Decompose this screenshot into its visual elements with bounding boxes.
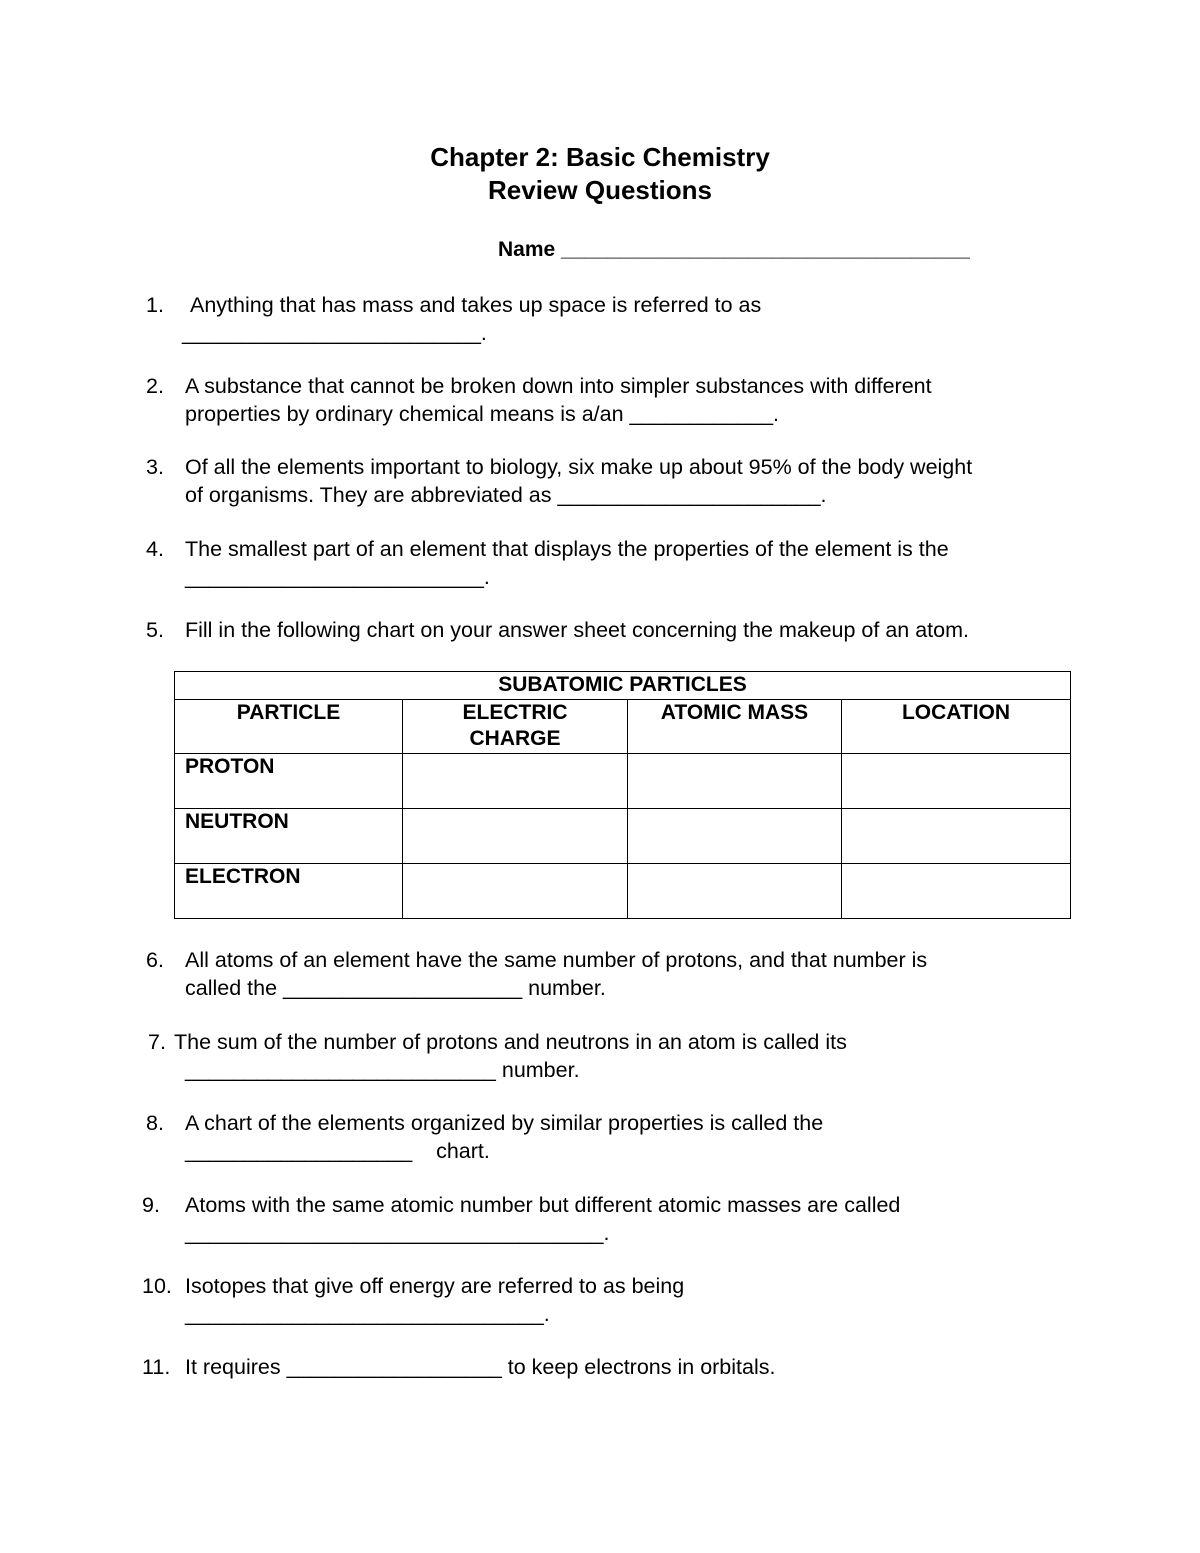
table-row xyxy=(175,864,1071,919)
column-header-particle: PARTICLE xyxy=(175,700,403,754)
column-header-electric-charge: ELECTRIC CHARGE xyxy=(403,700,628,754)
question-text: of organisms. They are abbreviated as ______________________. xyxy=(185,483,827,507)
question-text: Atoms with the same atomic number but different atomic masses are called xyxy=(185,1193,901,1217)
question-number: 1. xyxy=(146,293,164,317)
question-text: properties by ordinary chemical means is a/an ____________. xyxy=(185,402,780,426)
answer-blank: ___________________________________. xyxy=(185,1221,610,1245)
table-caption: SUBATOMIC PARTICLES xyxy=(175,672,1071,700)
particle-name-cell: NEUTRON xyxy=(175,809,403,864)
question-number: 6. xyxy=(146,948,164,972)
particle-name-cell: ELECTRON xyxy=(175,864,403,919)
column-header-location: LOCATION xyxy=(842,700,1071,754)
answer-cell xyxy=(842,864,1071,919)
answer-blank: ______________________________. xyxy=(185,1302,550,1326)
question-text: __________________________ number. xyxy=(185,1058,580,1082)
answer-cell xyxy=(628,754,842,809)
answer-cell xyxy=(628,864,842,919)
table-row xyxy=(175,754,1071,809)
page-subtitle: Review Questions xyxy=(488,175,712,205)
answer-cell xyxy=(842,754,1071,809)
particle-name-cell: PROTON xyxy=(175,754,403,809)
question-text: The smallest part of an element that displays the properties of the element is the xyxy=(185,537,949,561)
question-text: A chart of the elements organized by similar properties is called the xyxy=(185,1111,824,1135)
question-text: All atoms of an element have the same number of protons, and that number is xyxy=(185,948,928,972)
question-number: 7. xyxy=(148,1030,166,1054)
name-field-label: Name ___________________________________ xyxy=(498,238,970,261)
answer-blank: _________________________. xyxy=(185,565,490,589)
question-number: 10. xyxy=(142,1274,172,1298)
question-text: called the ____________________ number. xyxy=(185,976,606,1000)
question-number: 11. xyxy=(142,1355,171,1379)
page-title: Chapter 2: Basic Chemistry xyxy=(430,142,770,172)
question-number: 9. xyxy=(142,1193,160,1217)
question-text: ___________________ chart. xyxy=(185,1139,490,1163)
table-row xyxy=(175,809,1071,864)
subatomic-particles-table xyxy=(174,671,1071,919)
question-number: 5. xyxy=(146,618,164,642)
question-number: 2. xyxy=(146,374,164,398)
question-text: A substance that cannot be broken down into simpler substances with different xyxy=(185,374,932,398)
question-text: Isotopes that give off energy are referred to as being xyxy=(185,1274,685,1298)
answer-cell xyxy=(403,754,628,809)
answer-cell xyxy=(403,864,628,919)
question-number: 3. xyxy=(146,455,164,479)
question-number: 8. xyxy=(146,1111,164,1135)
answer-cell xyxy=(842,809,1071,864)
question-text: It requires __________________ to keep electrons in orbitals. xyxy=(185,1355,776,1379)
column-header-atomic-mass: ATOMIC MASS xyxy=(628,700,842,754)
table-header-row xyxy=(175,700,1071,754)
question-text: Anything that has mass and takes up space is referred to as xyxy=(190,293,762,317)
answer-cell xyxy=(628,809,842,864)
answer-cell xyxy=(403,809,628,864)
question-text: The sum of the number of protons and neutrons in an atom is called its xyxy=(174,1030,847,1054)
question-number: 4. xyxy=(146,537,164,561)
answer-blank: _________________________. xyxy=(182,321,487,345)
question-text: Of all the elements important to biology, six make up about 95% of the body weight xyxy=(185,455,973,479)
question-text: Fill in the following chart on your answer sheet concerning the makeup of an atom. xyxy=(185,618,969,642)
